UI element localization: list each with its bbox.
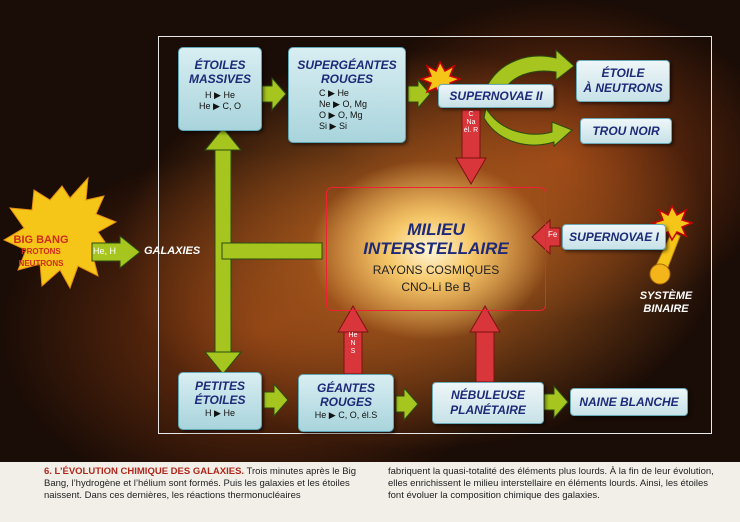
red-giants-title-2: ROUGES [319,395,372,409]
supergiants-reaction: Si ▶ Si [319,121,347,131]
binary-system-label [624,290,708,316]
small-stars-title-1: PETITES [194,379,245,393]
planetary-nebula-line-1: NÉBULEUSE [450,388,525,402]
white-dwarf-box: NAINE BLANCHE [570,388,688,416]
supergiants-reaction: O ▶ O, Mg [319,110,363,120]
arrow-nebula-to-dwarf [544,386,568,418]
galaxies-branch [222,243,322,259]
ism-title-2: INTERSTELLAIRE [363,239,509,258]
trunk-up-arrowhead [205,128,241,150]
caption-right: fabriquent la quasi-totalité des éléments plus lourds. À la fin de leur évolution, elles enrichissent le milieu interstellaire en éléments lourds. Ainsi, les étoiles font évoluer la composition chimique des galaxies. [388,466,714,501]
red-giants-title-1: GÉANTES [316,381,375,395]
binary-companion-star [650,264,670,284]
galaxies-label: GALAXIES [144,245,201,257]
small-stars-title-2: ÉTOILES [194,393,246,407]
massive-stars-reaction-1: H ▶ He [205,90,235,100]
big-bang-title: BIG BANG [13,234,69,246]
supergiants-reactions [289,88,405,132]
ism-title-1: MILIEU [407,220,465,239]
sn2-arrow-label: C Na él. R [463,111,479,134]
massive-stars-reaction-2: He ▶ C, O [199,101,241,111]
arrow-giants-to-nebula [396,388,418,420]
ism-elements: CNO-Li Be B [401,280,471,294]
neutron-star-line-2: À NEUTRONS [583,81,663,95]
caption-heading: 6. L’ÉVOLUTION CHIMIQUE DES GALAXIES. [44,466,245,477]
caption-left [44,466,370,502]
interstellar-medium-box [326,187,546,311]
trunk-down-arrowhead [205,352,241,374]
arrow-sn2-to-blackhole [484,108,572,146]
small-stars-reaction: H ▶ He [205,408,235,418]
binary-line-2: BINAIRE [643,303,689,315]
massive-stars-title-2: MASSIVES [188,72,251,86]
neutron-star-box [576,60,670,102]
caption-left-text: Trois minutes après le Big Bang, l’hydrogène et l’hélium sont formés. Puis les galaxies et les étoiles naissent. Dans ces dernières, les réactions thermonucléaires [44,466,356,501]
massive-stars-box [178,47,262,131]
fe-label: Fe [548,230,558,239]
supergiants-box [288,47,406,143]
supernovae-1-box: SUPERNOVAE I [562,224,666,250]
ism-cosmic-rays: RAYONS COSMIQUES [372,263,500,277]
big-bang-protons: PROTONS [21,247,61,256]
supernovae-2-box: SUPERNOVAE II [438,84,554,108]
he-h-arrow-label: He, H [93,246,117,256]
arrow-small-to-giants [264,384,288,416]
supergiants-reaction: C ▶ He [319,88,349,98]
giants-arrow-label: He N S [348,332,358,355]
black-hole-box: TROU NOIR [580,118,672,144]
red-giants-box [298,374,394,432]
binary-line-1: SYSTÈME [639,290,693,302]
big-bang-starburst [4,178,116,288]
planetary-nebula-line-2: PLANÉTAIRE [450,403,526,417]
big-bang-label [0,234,82,270]
planetary-nebula-box [432,382,544,424]
arrow-sn2-to-ism-head [456,158,486,184]
small-stars-box [178,372,262,430]
neutron-star-line-1: ÉTOILE [601,66,645,80]
arrow-nebula-to-ism-shaft [476,330,494,382]
red-giants-reaction: He ▶ C, O, él.S [314,410,378,420]
big-bang-neutrons: NEUTRONS [18,259,64,268]
arrow-supergiants-to-sn2 [408,80,430,108]
supergiants-title-1: SUPERGÉANTES [297,58,397,72]
massive-stars-title-1: ÉTOILES [194,58,246,72]
supergiants-reaction: Ne ▶ O, Mg [319,99,367,109]
arrow-massive-to-supergiants [262,78,286,110]
supergiants-title-2: ROUGES [320,72,373,86]
